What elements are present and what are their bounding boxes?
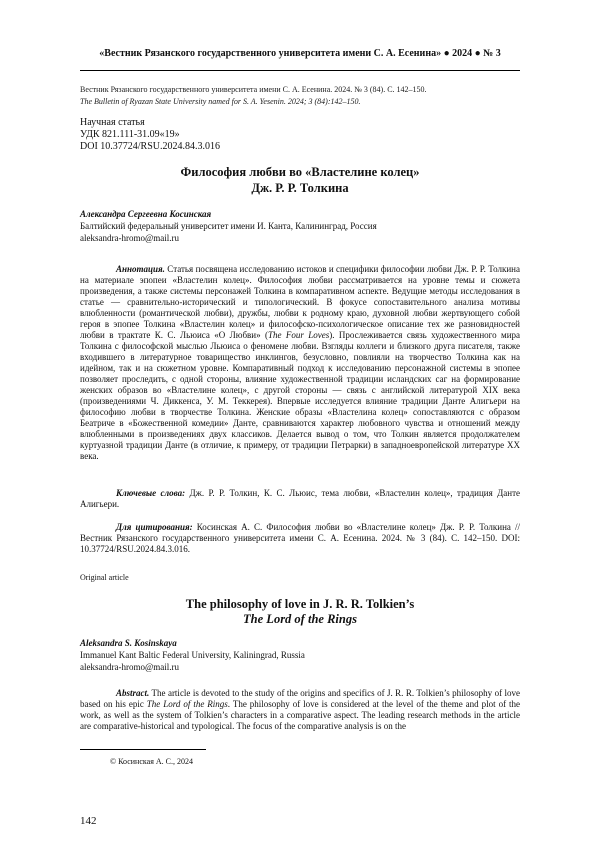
cite-ru-label: Для цитирования: <box>116 522 193 532</box>
keywords-ru-label: Ключевые слова: <box>116 488 185 498</box>
footnote-rule <box>80 749 206 750</box>
page-number: 142 <box>80 815 97 827</box>
original-article-label: Original article <box>80 573 129 582</box>
header-rule <box>80 70 520 71</box>
abstract-en-italic: The Lord of the Rings <box>147 699 228 709</box>
keywords-ru <box>80 488 520 510</box>
author-email-en: aleksandra-hromo@mail.ru <box>80 661 305 673</box>
copyright-footnote: © Косинская А. С., 2024 <box>110 757 193 766</box>
running-title: «Вестник Рязанского государственного университета имени С. А. Есенина» ● 2024 ● № 3 <box>0 48 600 59</box>
abstract-ru-label: Аннотация. <box>116 264 165 274</box>
author-name-ru: Александра Сергеевна Косинская <box>80 209 211 219</box>
abstract-ru-part1: Статья посвящена исследованию истоков и специфики философии любви Дж. Р. Р. Толкина на материале эпопеи «Властелин колец». Философия любви рассматривается на уровне темы и сюжета произведения, а также системы персонажей Толкина в компаративном аспекте. Ведущие методы исследования в статье — сравнительно-исторический и типологический. В фокусе сопоставительного анализа мотивы влюбленности (романтической любви), дружбы, любви к родному краю, духовной любви жертвующего собой героя в эпопее Толкина «Властелин колец» и философско-психологическое описание тех же разновидностей любви в трактате К. С. Льюиса «О Любви» ( <box>80 264 520 340</box>
article-type: Научная статья <box>80 117 145 130</box>
abstract-en-part2: . The philosophy of love is considered at the level of the theme and plot of the work, as well as the system of Tolkien’s characters in a comparative aspect. The leading research methods in the article are comparative-historical and typological. The focus of the comparative analysis is on the <box>80 699 520 731</box>
author-affiliation-ru: Балтийский федеральный университет имени И. Канта, Калининград, Россия <box>80 220 377 232</box>
citation-line-ru: Вестник Рязанского государственного университета имени С. А. Есенина. 2024. № 3 (84). С. 142–150. <box>80 84 427 96</box>
title-en-line1: The philosophy of love in J. R. R. Tolkien’s <box>80 597 520 612</box>
author-email-ru: aleksandra-hromo@mail.ru <box>80 232 377 244</box>
title-ru <box>80 164 520 196</box>
udc: УДК 821.111-31.09«19» <box>80 129 180 142</box>
abstract-ru-italic: The Four Loves <box>268 330 329 340</box>
author-name-en: Aleksandra S. Kosinskaya <box>80 638 177 648</box>
abstract-en-label: Abstract. <box>116 688 149 698</box>
abstract-ru-part2: ). Прослеживается связь художественного мира Толкина с философской мыслью Льюиса о феномене любви. Взгляды коллеги и близкого друга писателя, также входившего в литературное товарищество инклингов, безусловно, повлияли на творчество Толкина как на идейном, так и на сюжетном уровне. Компаративный подход к исследованию персонажной системы в эпопее позволяет проследить, с одной стороны, влияние художественной традиции исландских саг на формирование женских образов во «Властелине колец», с другой стороны — связь с английской литературой XIX века (произведениями Ч. Диккенса, У. М. Теккерея). Впервые исследуется влияние традиции Данте Алигьери на философию любви в творчестве Толкина. Женские образы «Властелина колец» сопоставляются с образом Беатриче в «Божественной комедии» Данте, сравниваются характер любовного чувства и отношений между влюбленными в произведениях двух классиков. Делается вывод о том, что Толкин является продолжателем куртуазной традиции Данте (в отличие, к примеру, от традиции Петрарки) в западноевропейской литературе XX века. <box>80 330 520 461</box>
title-ru-line2: Дж. Р. Р. Толкина <box>80 180 520 196</box>
title-en <box>80 597 520 627</box>
title-ru-line1: Философия любви во «Властелине колец» <box>80 164 520 180</box>
cite-ru-text: Косинская А. С. Философия любви во «Властелине колец» Дж. Р. Р. Толкина // Вестник Рязанского государственного университета имени С. А. Есенина. 2024. № 3 (84). С. 142–150. DOI: 10.37724/RSU.2024.84.3.016. <box>80 522 520 554</box>
abstract-ru <box>80 264 520 462</box>
keywords-ru-text: Дж. Р. Р. Толкин, К. С. Льюис, тема любви, «Властелин колец», традиция Данте Алигьери. <box>80 488 520 509</box>
title-en-line2: The Lord of the Rings <box>243 612 357 626</box>
abstract-en <box>80 688 520 732</box>
author-affiliation-en: Immanuel Kant Baltic Federal University, Kaliningrad, Russia <box>80 649 305 661</box>
abstract-en-part1: The article is devoted to the study of the origins and specifics of J. R. R. Tolkien’s philosophy of love based on his epic <box>80 688 520 709</box>
cite-ru <box>80 522 520 555</box>
author-block-en <box>80 637 305 673</box>
citation-line-en: The Bulletin of Ryazan State University named for S. A. Yesenin. 2024; 3 (84):142–150. <box>80 96 361 108</box>
author-block-ru <box>80 208 377 244</box>
doi: DOI 10.37724/RSU.2024.84.3.016 <box>80 141 220 154</box>
